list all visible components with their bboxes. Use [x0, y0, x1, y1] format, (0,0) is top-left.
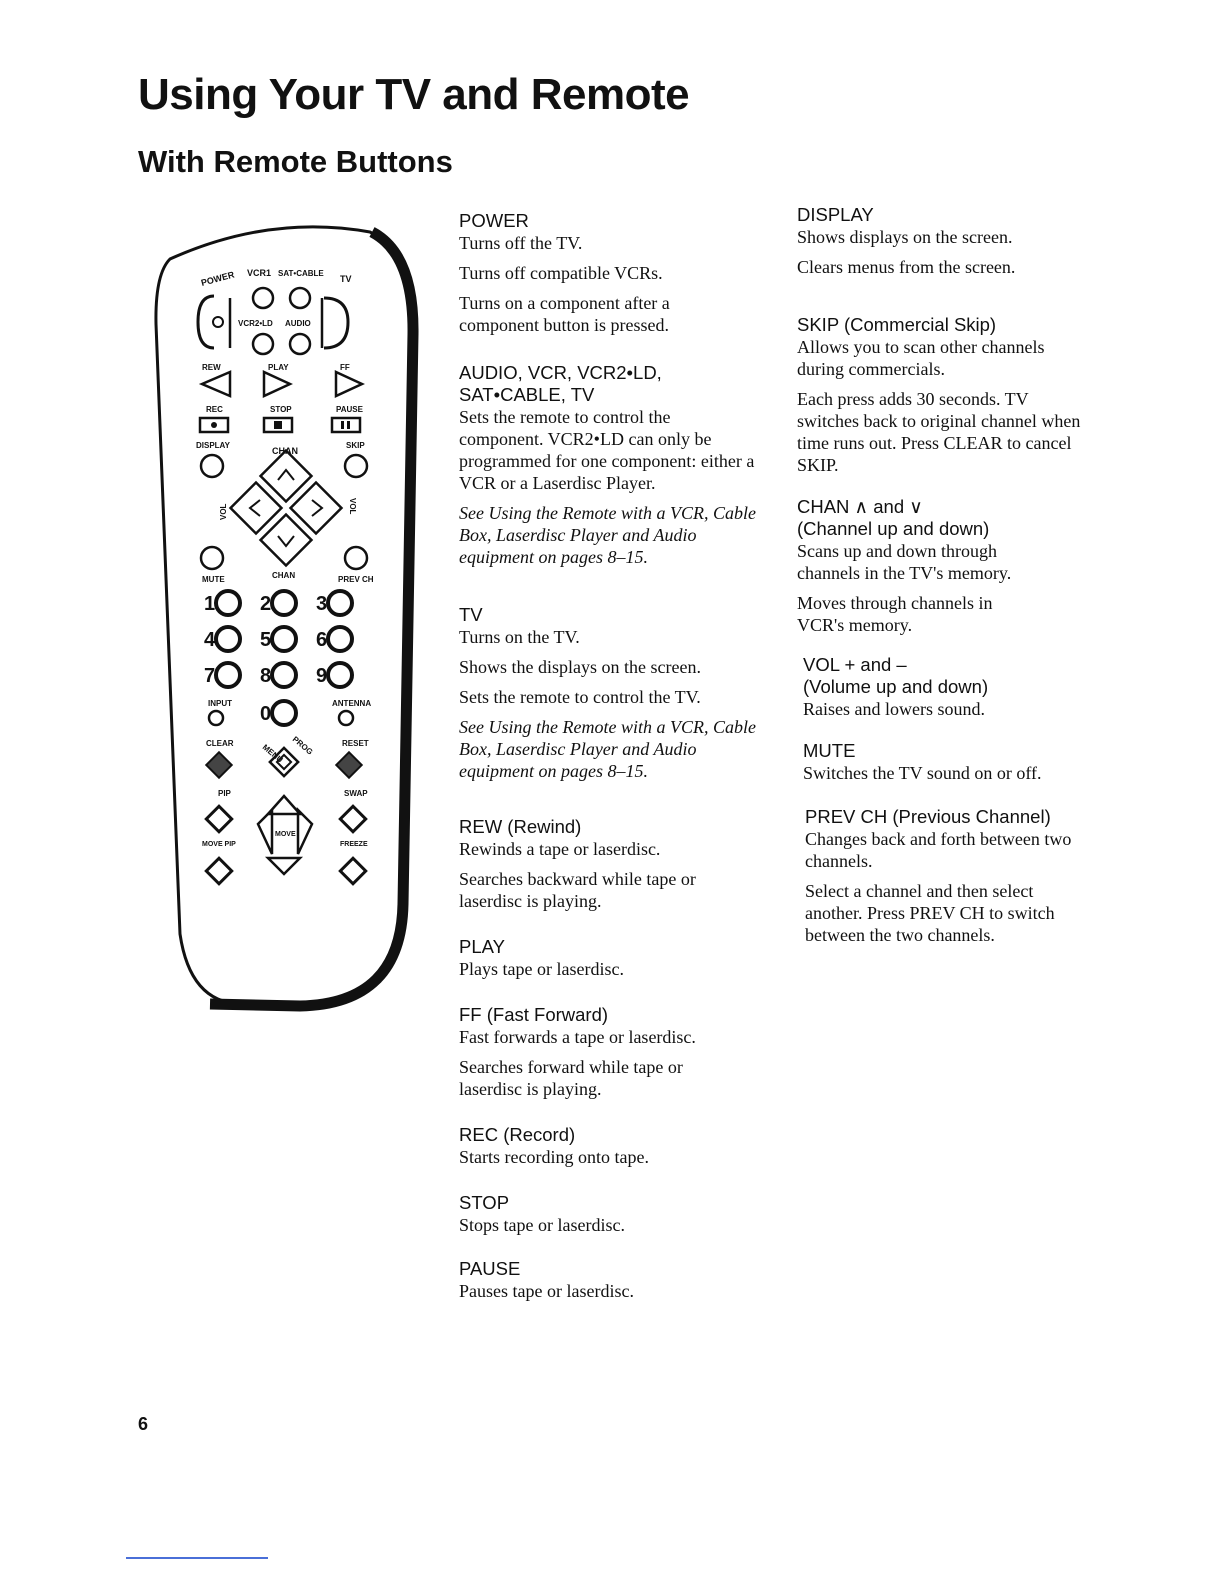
entry-text: Select a channel and then select another. Press PREV CH to switch between the two channels. [805, 881, 1055, 945]
digit-4-label: 4 [204, 629, 216, 651]
pip-label: PIP [218, 789, 231, 798]
entry-skip [797, 314, 1117, 484]
digit-2-label: 2 [260, 593, 272, 615]
entry-text: Scans up and down through channels in the TV's memory. [797, 541, 1012, 583]
swap-label: SWAP [344, 789, 368, 798]
chan-up-label: CHAN [272, 446, 298, 456]
entry-label: REC (Record) [459, 1124, 576, 1145]
entry-rew [459, 816, 779, 920]
entry-display [797, 204, 1117, 286]
page-number: 6 [138, 1414, 149, 1434]
entry-cross-reference: See Using the Remote with a VCR, Cable Box, Laserdisc Player and Audio equipment on pages 8–15. [459, 503, 756, 567]
entry-text: Turns off compatible VCRs. [459, 263, 663, 283]
entry-tv [459, 604, 779, 790]
satcable-label: SAT•CABLE [278, 269, 324, 278]
page-title: Using Your TV and Remote [138, 70, 690, 119]
entry-text: Searches forward while tape or laserdisc is playing. [459, 1057, 683, 1099]
digit-8-label: 8 [260, 665, 272, 687]
entry-label: STOP [459, 1192, 510, 1213]
entry-text: Rewinds a tape or laserdisc. [459, 839, 661, 859]
digit-7-label: 7 [204, 665, 216, 687]
entry-stop [459, 1192, 779, 1244]
entry-label-line-2: SAT•CABLE, TV [459, 384, 595, 405]
entry-rec [459, 1124, 779, 1176]
antenna-label: ANTENNA [332, 699, 372, 708]
footer-rule [126, 1557, 268, 1559]
digit-3-label: 3 [316, 593, 328, 615]
entry-text: Sets the remote to control the component. VCR2•LD can only be programmed for one component: either a VCR or a Laserdisc Player. [459, 407, 755, 493]
power-label: POWER [199, 269, 236, 288]
digit-6-label: 6 [316, 629, 328, 651]
reset-label: RESET [342, 739, 369, 748]
menu-label: MENU [260, 742, 285, 765]
button-descriptions-column-1 [459, 210, 779, 1310]
entry-play [459, 936, 779, 988]
entry-power [459, 210, 779, 344]
stop-label: STOP [270, 405, 292, 414]
entry-pause [459, 1258, 779, 1310]
entry-label: DISPLAY [797, 204, 874, 225]
tv-label: TV [340, 274, 352, 284]
entry-text: Starts recording onto tape. [459, 1147, 649, 1167]
rec-label: REC [206, 405, 223, 414]
entry-label: POWER [459, 210, 529, 231]
display-label: DISPLAY [196, 441, 230, 450]
prog-label: PROG [290, 734, 315, 757]
entry-text: Pauses tape or laserdisc. [459, 1281, 634, 1301]
entry-text: Turns off the TV. [459, 233, 583, 253]
entry-vol [803, 654, 1123, 728]
vol-left-label: VOL [219, 503, 228, 520]
digit-1-label: 1 [204, 593, 216, 615]
movepip-label: MOVE PIP [202, 841, 236, 848]
entry-label: SKIP (Commercial Skip) [797, 314, 997, 335]
remote-illustration [150, 214, 420, 1014]
freeze-label: FREEZE [340, 841, 368, 848]
prevch-label: PREV CH [338, 575, 374, 584]
entry-label: TV [459, 604, 483, 625]
entry-cross-reference: See Using the Remote with a VCR, Cable Box, Laserdisc Player and Audio equipment on pages 8–15. [459, 717, 756, 781]
move-label: MOVE [275, 831, 296, 838]
chan-down-label: CHAN [272, 571, 296, 580]
entry-label: AUDIO, VCR, VCR2•LD, [459, 362, 662, 383]
section-subtitle: With Remote Buttons [138, 144, 453, 179]
entry-text: Moves through channels in VCR's memory. [797, 593, 993, 635]
input-label: INPUT [208, 699, 232, 708]
entry-text: Plays tape or laserdisc. [459, 959, 624, 979]
pause-label: PAUSE [336, 405, 363, 414]
entry-mute [803, 740, 1123, 792]
entry-label-line-2: (Volume up and down) [803, 676, 989, 697]
entry-label: FF (Fast Forward) [459, 1004, 609, 1025]
entry-prevch [805, 806, 1125, 954]
digit-5-label: 5 [260, 629, 272, 651]
entry-ff [459, 1004, 779, 1108]
entry-text: Raises and lowers sound. [803, 699, 985, 719]
audio-label: AUDIO [285, 319, 311, 328]
entry-label: VOL + and – [803, 654, 907, 675]
vcr2ld-label: VCR2•LD [238, 319, 273, 328]
entry-text: Fast forwards a tape or laserdisc. [459, 1027, 696, 1047]
entry-label: MUTE [803, 740, 856, 761]
entry-text: Each press adds 30 seconds. TV switches back to original channel when time runs out. Press CLEAR to cancel SKIP. [797, 389, 1081, 475]
entry-chan [797, 496, 1117, 644]
vol-right-label: VOL [348, 498, 357, 515]
entry-label: PLAY [459, 936, 505, 957]
entry-text: Allows you to scan other channels during commercials. [797, 337, 1045, 379]
button-descriptions-column-2 [797, 204, 1117, 964]
rew-label: REW [202, 363, 221, 372]
digit-9-label: 9 [316, 665, 328, 687]
entry-text: Sets the remote to control the TV. [459, 687, 701, 707]
entry-text: Shows displays on the screen. [797, 227, 1013, 247]
entry-text: Shows the displays on the screen. [459, 657, 701, 677]
entry-label: REW (Rewind) [459, 816, 582, 837]
entry-label: CHAN ∧ and ∨ [797, 496, 923, 517]
entry-text: Turns on a component after a component button is pressed. [459, 293, 670, 335]
entry-text: Turns on the TV. [459, 627, 580, 647]
entry-label: PAUSE [459, 1258, 521, 1279]
entry-component-buttons [459, 362, 779, 576]
entry-text: Stops tape or laserdisc. [459, 1215, 625, 1235]
entry-text: Searches backward while tape or laserdisc is playing. [459, 869, 696, 911]
entry-text: Changes back and forth between two channels. [805, 829, 1072, 871]
entry-label-line-2: (Channel up and down) [797, 518, 990, 539]
entry-text: Clears menus from the screen. [797, 257, 1016, 277]
clear-label: CLEAR [206, 739, 234, 748]
vcr1-label: VCR1 [247, 268, 272, 278]
entry-text: Switches the TV sound on or off. [803, 763, 1042, 783]
play-label: PLAY [268, 363, 289, 372]
mute-label: MUTE [202, 575, 225, 584]
ff-label: FF [340, 363, 350, 372]
entry-label: PREV CH (Previous Channel) [805, 806, 1051, 827]
skip-label: SKIP [346, 441, 365, 450]
digit-0-label: 0 [260, 703, 272, 725]
